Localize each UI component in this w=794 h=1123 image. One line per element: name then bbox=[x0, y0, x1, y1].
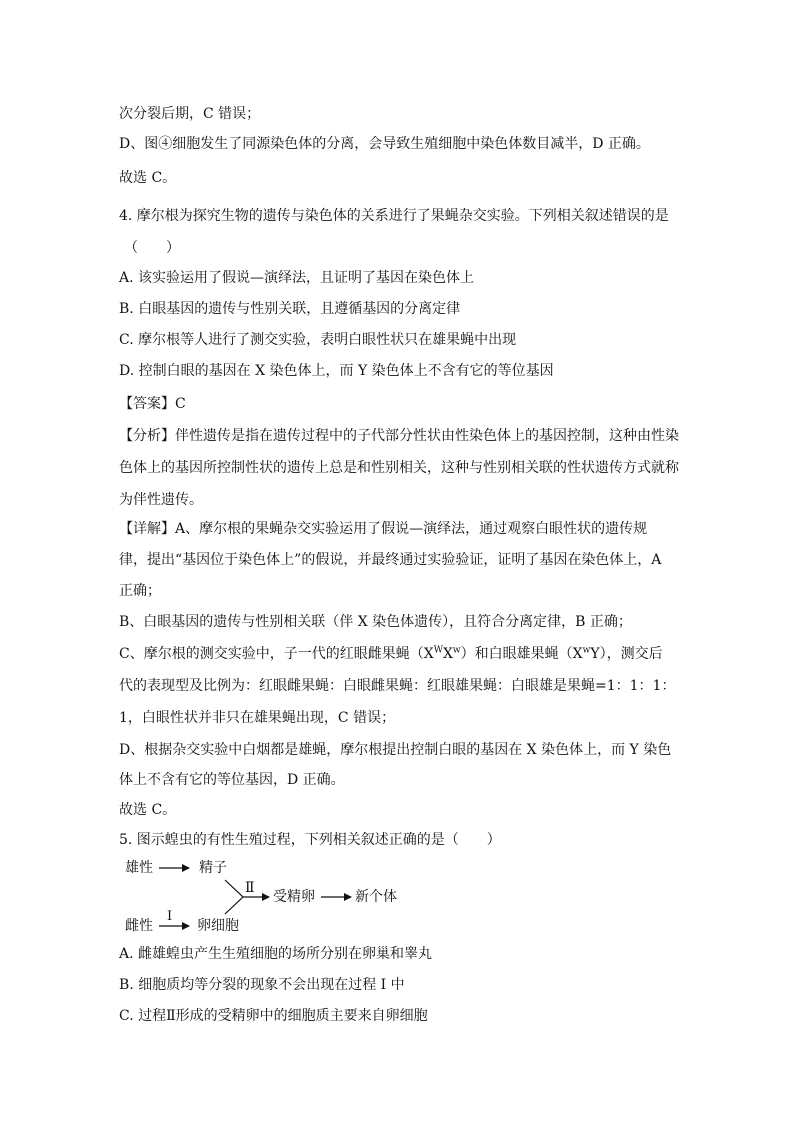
text-line: 故选 C。 bbox=[119, 170, 177, 186]
label-sperm: 精子 bbox=[199, 860, 227, 876]
fertilization-bracket bbox=[225, 880, 243, 914]
detail-line: 1，白眼性状并非只在雄果蝇出现，C 错误； bbox=[119, 710, 396, 726]
analysis-line: 色体上的基因所控制性状的遗传上总是和性别相关，这种与性别相关联的性状遗传方式就称 bbox=[119, 460, 679, 476]
detail-line: B、白眼基因的遗传与性别相关联（伴 X 染色体遗传），且符合分离定律，B 正确； bbox=[119, 614, 632, 630]
allele-superscript: w bbox=[452, 645, 461, 656]
reproduction-flow-diagram bbox=[119, 848, 449, 940]
label-new-individual: 新个体 bbox=[355, 889, 397, 905]
label-male: 雄性 bbox=[125, 860, 153, 876]
allele-superscript: w bbox=[582, 645, 591, 656]
detail-text: X bbox=[442, 646, 453, 662]
detail-line: 故选 C。 bbox=[119, 802, 177, 818]
detail-line-genotypes bbox=[119, 644, 663, 664]
label-female: 雌性 bbox=[125, 918, 153, 934]
label-zygote: 受精卵 bbox=[273, 889, 315, 905]
question-4-option-d: D. 控制白眼的基因在 X 染色体上，而 Y 染色体上不含有它的等位基因 bbox=[119, 363, 554, 379]
question-5-stem: 5. 图示蝗虫的有性生殖过程，下列相关叙述正确的是（ ） bbox=[119, 832, 501, 848]
question-4-stem: 4. 摩尔根为探究生物的遗传与染色体的关系进行了果蝇杂交实验。下列相关叙述错误的是 bbox=[119, 208, 669, 224]
label-egg: 卵细胞 bbox=[197, 918, 239, 934]
detail-line: 正确； bbox=[119, 583, 161, 599]
detail-text: ）和白眼雄果蝇（X bbox=[460, 646, 583, 662]
text-line: D、图④细胞发生了同源染色体的分离，会导致生殖细胞中染色体数目减半，D 正确。 bbox=[119, 136, 650, 152]
label-process-1: I bbox=[167, 909, 173, 924]
detail-line: 体上不含有它的等位基因，D 正确。 bbox=[119, 772, 345, 788]
detail-line: 律，提出“基因位于染色体上”的假说，并最终通过实验验证，证明了基因在染色体上，A bbox=[119, 552, 662, 568]
analysis-line: 为伴性遗传。 bbox=[119, 492, 203, 508]
question-4-option-c: C. 摩尔根等人进行了测交实验，表明白眼性状只在雄果蝇中出现 bbox=[119, 332, 517, 348]
detail-line: 代的表现型及比例为：红眼雌果蝇：白眼雌果蝇：红眼雄果蝇：白眼雄是果蝇=1：1：1： bbox=[119, 678, 676, 694]
answer-line: 【答案】C bbox=[119, 396, 186, 412]
analysis-line: 【分析】伴性遗传是指在遗传过程中的子代部分性状由性染色体上的基因控制，这种由性染 bbox=[119, 428, 679, 444]
question-5-option-a: A. 雌雄蝗虫产生生殖细胞的场所分别在卵巢和睾丸 bbox=[119, 946, 433, 962]
detail-text: C、摩尔根的测交实验中，子一代的红眼雌果蝇（X bbox=[119, 646, 434, 662]
question-4-paren: （ ） bbox=[124, 240, 180, 256]
question-4-option-b: B. 白眼基因的遗传与性别关联，且遵循基因的分离定律 bbox=[119, 301, 461, 317]
allele-superscript: W bbox=[433, 645, 443, 656]
question-5-option-c: C. 过程Ⅱ形成的受精卵中的细胞质主要来自卵细胞 bbox=[119, 1008, 428, 1024]
question-5-option-b: B. 细胞质均等分裂的现象不会出现在过程 I 中 bbox=[119, 977, 405, 993]
question-4-option-a: A. 该实验运用了假说—演绎法，且证明了基因在染色体上 bbox=[119, 270, 475, 286]
detail-line: 【详解】A、摩尔根的果蝇杂交实验运用了假说—演绎法，通过观察白眼性状的遗传规 bbox=[119, 521, 648, 537]
label-process-2: Ⅱ bbox=[245, 880, 255, 896]
detail-line: D、根据杂交实验中白烟都是雄蝇，摩尔根提出控制白眼的基因在 X 染色体上，而 Y 染色 bbox=[119, 742, 672, 758]
text-line: 次分裂后期，C 错误； bbox=[119, 106, 261, 122]
detail-text: Y），测交后 bbox=[590, 646, 663, 662]
